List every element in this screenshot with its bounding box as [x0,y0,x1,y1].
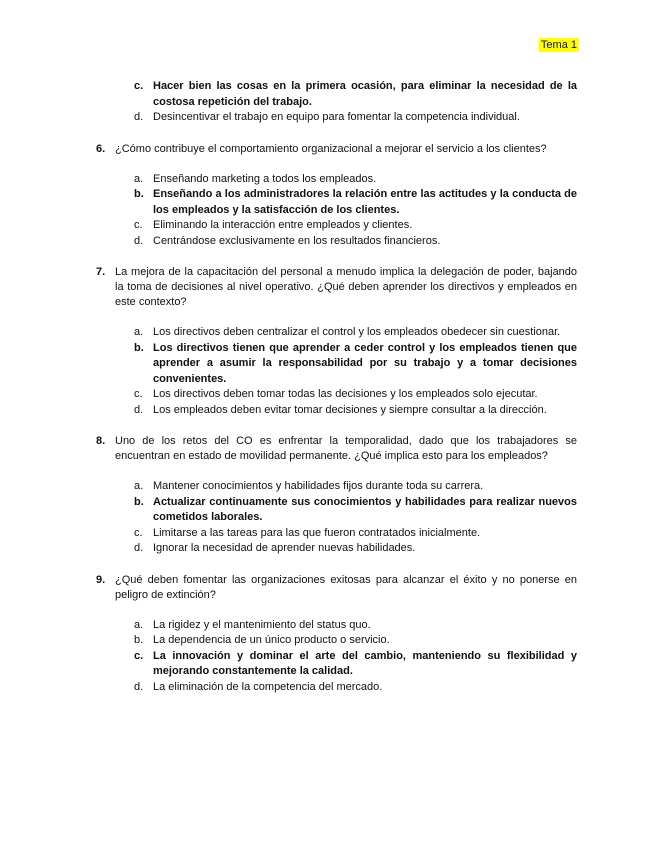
question-number: 8. [96,435,106,447]
question-text: La mejora de la capacitación del personal a menudo implica la delegación de poder, bajando la toma de decisiones al nivel operativo. ¿Qué deben aprender los directivos y empleados en este contexto? [115,266,577,308]
option-c [96,387,577,403]
question-8 [96,434,577,557]
option-letter: c. [134,219,143,231]
option-text: Actualizar continuamente sus conocimientos y habilidades para realizar nuevos cometidos laborales. [153,495,577,523]
carryover-options [96,79,577,126]
question-text: ¿Cómo contribuye el comportamiento organizacional a mejorar el servicio a los clientes? [115,142,547,155]
option-a [96,325,577,341]
question-number: 6. [96,142,106,155]
option-text: Limitarse a las tareas para las que fueron contratados inicialmente. [153,526,481,539]
question-6 [96,142,577,250]
option-letter: b. [134,634,144,646]
option-letter: c. [134,388,143,400]
option-letter: a. [134,172,144,185]
option-b [96,495,577,526]
option-text: Los directivos tienen que aprender a ceder control y los empleados tienen que aprender a asumir la responsabilidad por su trabajo y a tomar decisiones convenientes. [153,341,577,385]
option-d [96,680,577,696]
question-stem [96,142,577,157]
question-7 [96,265,577,418]
option-text: La innovación y dominar el arte del cambio, manteniendo su flexibilidad y mejorando constantemente la calidad. [153,649,577,677]
topic-tag: Tema 1 [540,39,577,51]
option-letter: b. [134,341,144,354]
option-letter: a. [134,480,144,492]
option-text: La eliminación de la competencia del mercado. [153,680,383,693]
option-letter: a. [134,618,144,631]
quiz-page [96,79,577,695]
option-text: Ignorar la necesidad de aprender nuevas habilidades. [153,542,416,554]
option-c [96,649,577,680]
option-b [96,633,577,649]
option-letter: b. [134,495,144,508]
option-c [96,526,577,542]
option-d [96,403,577,419]
option-text: Desincentivar el trabajo en equipo para fomentar la competencia individual. [153,111,520,123]
option-text: Los directivos deben centralizar el control y los empleados obedecer sin cuestionar. [153,326,561,338]
option-b [96,187,577,218]
option-text: La dependencia de un único producto o servicio. [153,634,390,646]
question-text: Uno de los retos del CO es enfrentar la temporalidad, dado que los trabajadores se encuentran en estado de movilidad permanente. ¿Qué implica esto para los empleados? [115,435,577,462]
question-stem [96,265,577,310]
option-letter: c. [134,80,144,92]
option-letter: c. [134,649,144,662]
option-text: Hacer bien las cosas en la primera ocasión, para eliminar la necesidad de la costosa repetición del trabajo. [153,80,577,108]
option-d [96,234,577,250]
option-text: Los directivos deben tomar todas las decisiones y los empleados solo ejecutar. [153,388,538,400]
option-letter: d. [134,234,144,247]
question-stem [96,434,577,464]
option-text: Enseñando a los administradores la relación entre las actitudes y la conducta de los empleados y la satisfacción de los clientes. [153,188,577,216]
question-9 [96,573,577,696]
option-text: Mantener conocimientos y habilidades fijos durante toda su carrera. [153,480,484,492]
option-a [96,172,577,188]
options-list [96,618,577,696]
question-number: 9. [96,573,106,586]
option-text: Eliminando la interacción entre empleados y clientes. [153,219,413,231]
option-b [96,341,577,388]
option-text: Los empleados deben evitar tomar decisiones y siempre consultar a la dirección. [153,403,547,416]
options-list [96,172,577,250]
option-letter: a. [134,326,144,338]
option-letter: c. [134,526,143,539]
option-letter: d. [134,403,144,416]
option-letter: b. [134,188,144,200]
option-a [96,618,577,634]
option-a [96,479,577,495]
option-letter: d. [134,111,144,123]
option-d [96,110,577,126]
option-text: La rigidez y el mantenimiento del status quo. [153,618,371,631]
question-text: ¿Qué deben fomentar las organizaciones exitosas para alcanzar el éxito y no ponerse en peligro de extinción? [115,573,577,601]
question-stem [96,573,577,603]
option-letter: d. [134,680,144,693]
question-number: 7. [96,266,106,278]
options-list [96,479,577,557]
options-list [96,325,577,418]
option-c [96,79,577,110]
option-d [96,541,577,557]
option-c [96,218,577,234]
option-text: Enseñando marketing a todos los empleados. [153,172,377,185]
option-letter: d. [134,542,144,554]
option-text: Centrándose exclusivamente en los resultados financieros. [153,234,441,247]
